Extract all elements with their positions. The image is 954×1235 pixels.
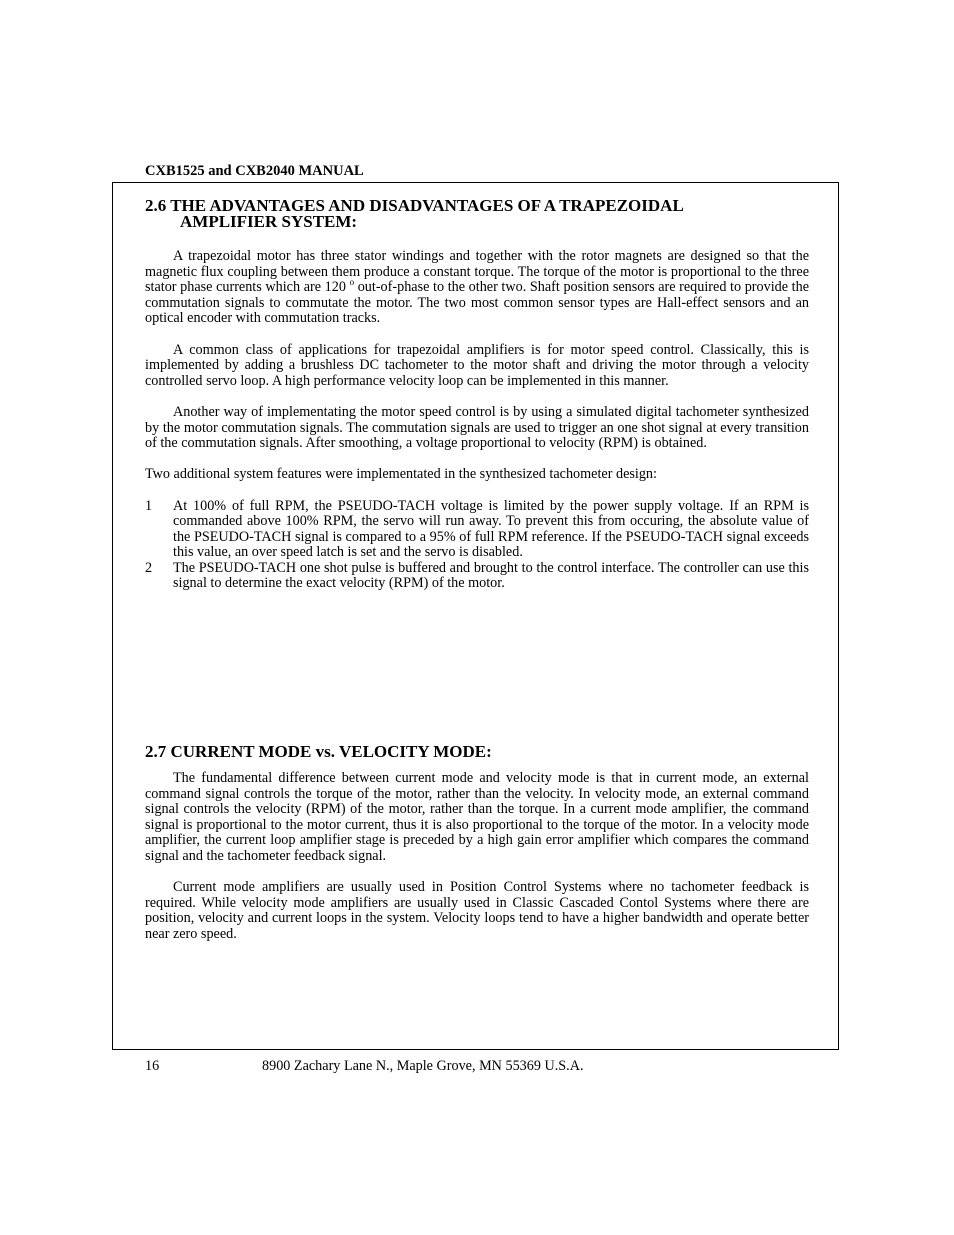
section-2-7-paragraph-2: Current mode amplifiers are usually used in Position Control Systems where no tachometer feedback is required. While velocity mode amplifiers are usually used in Classic Cascaded Contol Systems where there are position, velocity and current loops in the system. Velocity loops tend to have a higher bandwidth and operate better near zero speed. — [145, 879, 809, 942]
degree-superscript: o — [349, 277, 355, 288]
section-2-6-paragraph-4: Two additional system features were implementated in the synthesized tachometer design: — [145, 466, 657, 483]
section-2-7-heading: 2.7 CURRENT MODE vs. VELOCITY MODE: — [145, 742, 492, 762]
section-2-6-paragraph-3: Another way of implementating the motor speed control is by using a simulated digital tachometer synthesized by the motor commutation signals. The commutation signals are used to trigger an one shot signal at every transition of the commutation signals. After smoothing, a voltage proportional to velocity (RPM) is obtained. — [145, 403, 809, 452]
list-item — [145, 561, 809, 592]
list-item-text: At 100% of full RPM, the PSEUDO-TACH voltage is limited by the power supply voltage. If an RPM is commanded above 100% RPM, the servo will run away. To prevent this from occuring, the absolute value of the PSEUDO-TACH signal is compared to a 95% of full RPM reference. If the PSEUDO-TACH signal exceeds this value, an over speed latch is set and the servo is disabled. — [173, 497, 809, 561]
section-2-6-paragraph-1: A trapezoidal motor has three stator windings and together with the rotor magnets are designed so that the magnetic flux coupling between them produce a constant torque. The torque of the motor is proportional to the three stator phase currents which are 120 $^o$ out-of-phase to the other two. Shaft position sensors are required to provide the commutation signals to commutate the motor. The two most common sensor types are Hall-effect sensors and an optical encoder with commutation tracks. — [145, 248, 810, 327]
section-2-6-heading — [145, 198, 809, 230]
footer-address: 8900 Zachary Lane N., Maple Grove, MN 55369 U.S.A. — [262, 1058, 584, 1074]
list-item-number: 1 — [145, 497, 153, 514]
page-content — [145, 198, 809, 943]
list-item — [145, 499, 809, 561]
list-item-text: The PSEUDO-TACH one shot pulse is buffered and brought to the control interface. The controller can use this signal to determine the exact velocity (RPM) of the motor. — [173, 559, 809, 592]
section-2-6-paragraph-2: A common class of applications for trapezoidal amplifiers is for motor speed control. Classically, this is implemented by adding a brushless DC tachometer to the motor shaft and driving the motor through a velocity controlled servo loop. A high performance velocity loop can be implemented in this manner. — [145, 341, 809, 389]
section-2-6-heading-line2: AMPLIFIER SYSTEM: — [180, 212, 358, 231]
section-2-7-paragraph-1: The fundamental difference between current mode and velocity mode is that in current mode, an external command signal controls the torque of the motor, rather than the velocity. In velocity mode, an external command signal controls the velocity (RPM) of the motor, rather than the torque. In a current mode amplifier, the command signal is proportional to the motor current, thus it is also proportional to the torque of the motor. In a velocity mode amplifier, the current loop amplifier stage is preceded by a high gain error amplifier which compares the command signal and the tachometer feedback signal. — [145, 770, 809, 865]
page-number: 16 — [145, 1058, 160, 1074]
list-item-number: 2 — [145, 559, 153, 576]
section-2-6-heading-line1: 2.6 THE ADVANTAGES AND DISADVANTAGES OF A TRAPEZOIDAL — [145, 196, 684, 215]
running-header: CXB1525 and CXB2040 MANUAL — [145, 163, 364, 179]
